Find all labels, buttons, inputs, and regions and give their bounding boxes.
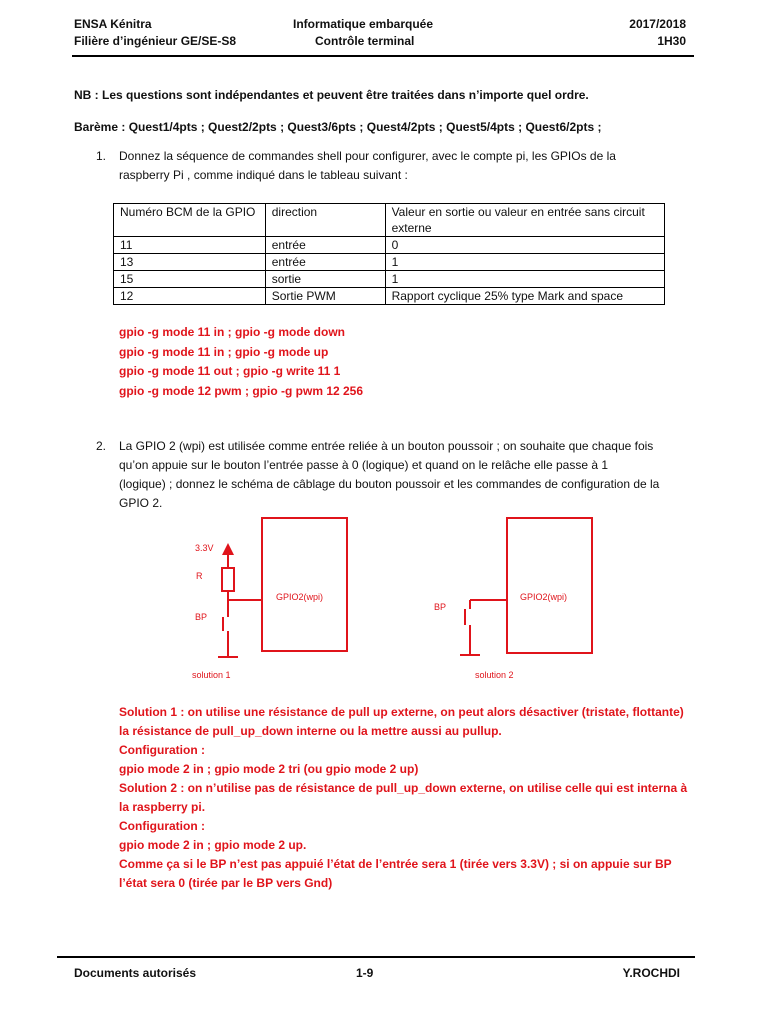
answer-line: Solution 2 : on n’utilise pas de résistance de pull_up_down externe, on utilise celle qui est interna à [119,781,688,795]
table-cell: 15 [114,271,266,288]
header-course: Informatique embarquée [293,17,434,31]
gpio-table [113,203,665,305]
table-row [114,288,665,305]
gpio-box-solution-1 [262,518,347,651]
label-resistor: R [196,571,203,581]
table-cell: Rapport cyclique 25% type Mark and space [385,288,664,305]
header-duration: 1H30 [657,34,686,48]
label-bp-1: BP [195,612,208,622]
footer-rule [57,956,695,958]
answer-line: gpio mode 2 in ; gpio mode 2 up. [119,838,307,852]
header-school: ENSA Kénitra [74,17,152,31]
table-row [114,254,665,271]
resistor-r [222,568,234,591]
q2-number: 2. [96,439,107,453]
q1-text-line2: raspberry Pi , comme indiqué dans le tableau suivant : [119,168,408,182]
table-cell: sortie [265,271,385,288]
q2-text-line: (logique) ; donnez le schéma de câblage du bouton poussoir et les commandes de configuration de la [119,477,660,491]
answer-line: gpio -g mode 11 out ; gpio -g write 11 1 [119,364,341,378]
answer-line: l’état sera 0 (tirée par le BP vers Gnd) [119,876,333,890]
header-exam-type: Contrôle terminal [315,34,415,48]
q2-text-line: qu’on appuie sur le bouton l’entrée passe à 0 (logique) et quand on le relâche elle passe à 1 [119,458,609,472]
caption-solution-1: solution 1 [192,670,231,680]
bareme: Barème : Quest1/4pts ; Quest2/2pts ; Quest3/6pts ; Quest4/2pts ; Quest5/4pts ; Quest6/2pts ; [74,120,602,134]
page-number: 1-9 [356,966,374,980]
table-cell: 1 [385,254,664,271]
q1-text-line1: Donnez la séquence de commandes shell pour configurer, avec le compte pi, les GPIOs de la [119,149,616,163]
table-header-cell: Valeur en sortie ou valeur en entrée sans circuit externe [385,204,664,237]
footer-documents: Documents autorisés [74,966,197,980]
answer-line: Configuration : [119,743,205,757]
table-cell: 13 [114,254,266,271]
q1-answers [119,323,363,401]
nb-note: NB : Les questions sont indépendantes et peuvent être traitées dans n’importe quel ordre. [74,88,589,102]
answer-line: Configuration : [119,819,205,833]
table-header-cell: direction [265,204,385,237]
label-3v3: 3.3V [195,543,214,553]
answer-line: gpio -g mode 11 in ; gpio -g mode down [119,325,345,339]
q1-number: 1. [96,149,107,163]
table-cell: 11 [114,237,266,254]
table-cell: Sortie PWM [265,288,385,305]
header-program: Filière d’ingénieur GE/SE-S8 [74,34,237,48]
answer-line: gpio -g mode 11 in ; gpio -g mode up [119,344,329,359]
table-row [114,271,665,288]
caption-solution-2: solution 2 [475,670,514,680]
table-header-row [114,204,665,237]
table-cell: 1 [385,271,664,288]
supply-arrow-icon [222,543,234,555]
label-gpio-1: GPIO2(wpi) [276,592,324,602]
answer-line: gpio mode 2 in ; gpio mode 2 tri (ou gpio mode 2 up) [119,762,419,776]
answer-line: la résistance de pull_up_down interne ou la mettre aussi au pullup. [119,724,502,738]
table-header-cell: Numéro BCM de la GPIO [114,204,266,237]
answer-line: Solution 1 : on utilise une résistance de pull up externe, on peut alors désactiver (tristate, flottante) [119,705,684,719]
header-rule [72,55,694,57]
label-bp-2: BP [434,602,447,612]
label-gpio-2: GPIO2(wpi) [520,592,568,602]
header-year: 2017/2018 [629,17,686,31]
q2-answers [119,703,687,893]
q2-text-line: GPIO 2. [119,496,163,510]
table-cell: entrée [265,254,385,271]
gpio-box-solution-2 [507,518,592,653]
table-cell: entrée [265,237,385,254]
q2-text-line: La GPIO 2 (wpi) est utilisée comme entrée reliée à un bouton poussoir ; on souhaite que chaque fois [119,439,654,453]
answer-line: gpio -g mode 12 pwm ; gpio -g pwm 12 256 [119,383,364,398]
answer-line: la raspberry pi. [119,800,206,814]
table-row [114,237,665,254]
table-cell: 0 [385,237,664,254]
answer-line: Comme ça si le BP n’est pas appuié l’état de l’entrée sera 1 (tirée vers 3.3V) ; si on appuie sur BP [119,857,672,871]
table-cell: 12 [114,288,266,305]
q2-text [119,437,659,513]
wiring-diagram [0,505,768,690]
footer-author: Y.ROCHDI [622,966,680,980]
